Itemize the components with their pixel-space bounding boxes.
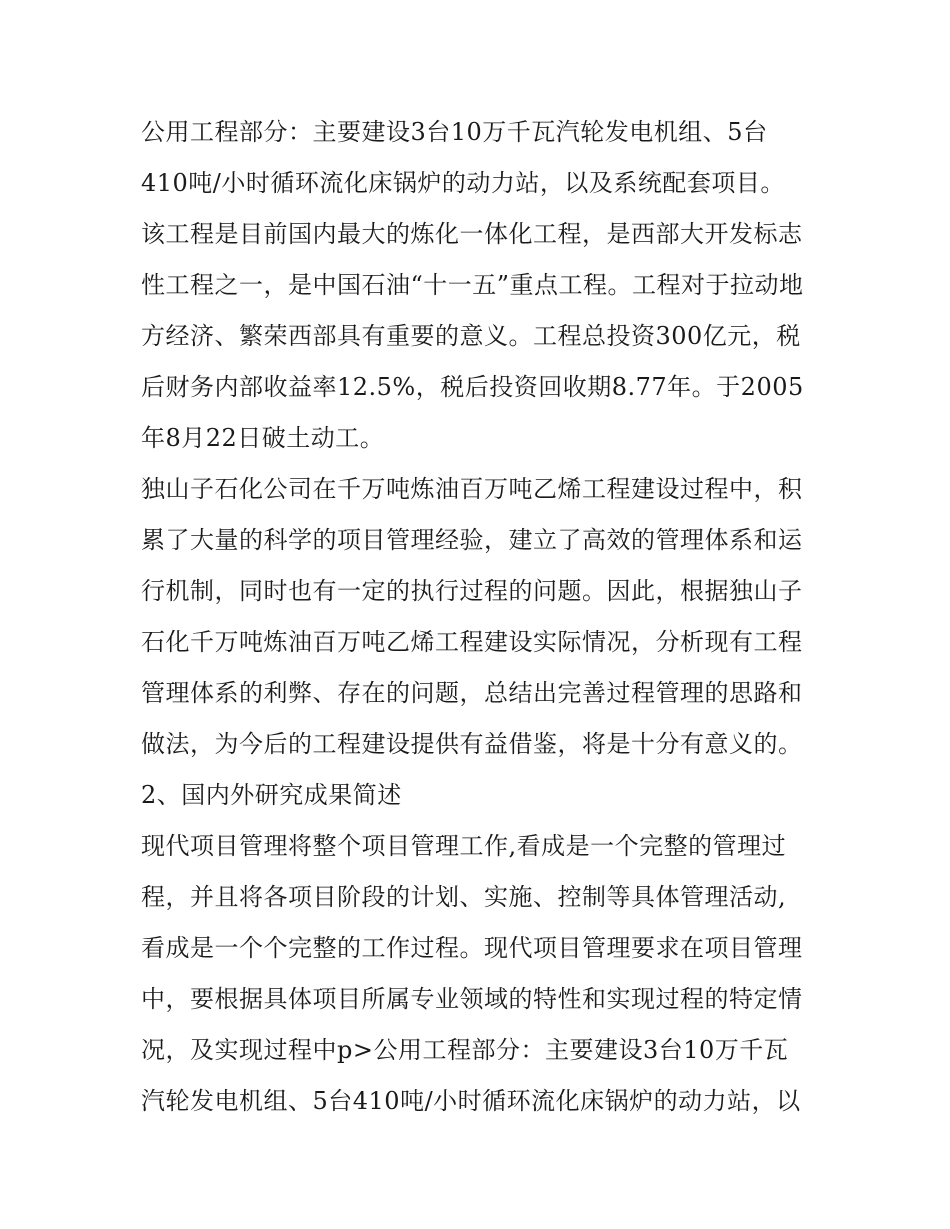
text-line: 中，要根据具体项目所属专业领域的特性和实现过程的特定情 bbox=[141, 985, 803, 1013]
text-line: 性工程之一，是中国石油“十一五”重点工程。工程对于拉动地 bbox=[141, 271, 804, 299]
text-line: 410吨/小时循环流化床锅炉的动力站，以及系统配套项目。 bbox=[141, 169, 785, 197]
text-line: 现代项目管理将整个项目管理工作,看成是一个完整的管理过 bbox=[141, 832, 787, 860]
text-line: 汽轮发电机组、5台410吨/小时循环流化床锅炉的动力站，以 bbox=[141, 1087, 801, 1115]
text-line: 程，并且将各项目阶段的计划、实施、控制等具体管理活动, bbox=[141, 883, 787, 911]
text-line: 行机制，同时也有一定的执行过程的问题。因此，根据独山子 bbox=[141, 577, 803, 605]
text-line: 累了大量的科学的项目管理经验，建立了高效的管理体系和运 bbox=[141, 526, 803, 554]
section-heading: 2、国内外研究成果简述 bbox=[141, 781, 402, 809]
text-line: 公用工程部分：主要建设3台10万千瓦汽轮发电机组、5台 bbox=[141, 118, 768, 146]
text-line: 石化千万吨炼油百万吨乙烯工程建设实际情况，分析现有工程 bbox=[141, 628, 803, 656]
text-line: 独山子石化公司在千万吨炼油百万吨乙烯工程建设过程中，积 bbox=[141, 475, 803, 503]
text-line: 管理体系的利弊、存在的问题，总结出完善过程管理的思路和 bbox=[141, 679, 803, 707]
text-line: 后财务内部收益率12.5%，税后投资回收期8.77年。于2005 bbox=[141, 373, 804, 401]
text-line: 看成是一个个完整的工作过程。现代项目管理要求在项目管理 bbox=[141, 934, 803, 962]
text-line: 该工程是目前国内最大的炼化一体化工程，是西部大开发标志 bbox=[141, 220, 803, 248]
text-line: 年8月22日破土动工。 bbox=[141, 424, 385, 452]
text-line: 况，及实现过程中p>公用工程部分：主要建设3台10万千瓦 bbox=[141, 1036, 789, 1064]
document-body bbox=[141, 107, 821, 1127]
text-line: 做法，为今后的工程建设提供有益借鉴，将是十分有意义的。 bbox=[141, 730, 803, 758]
text-line: 方经济、繁荣西部具有重要的意义。工程总投资300亿元，税 bbox=[141, 322, 801, 350]
